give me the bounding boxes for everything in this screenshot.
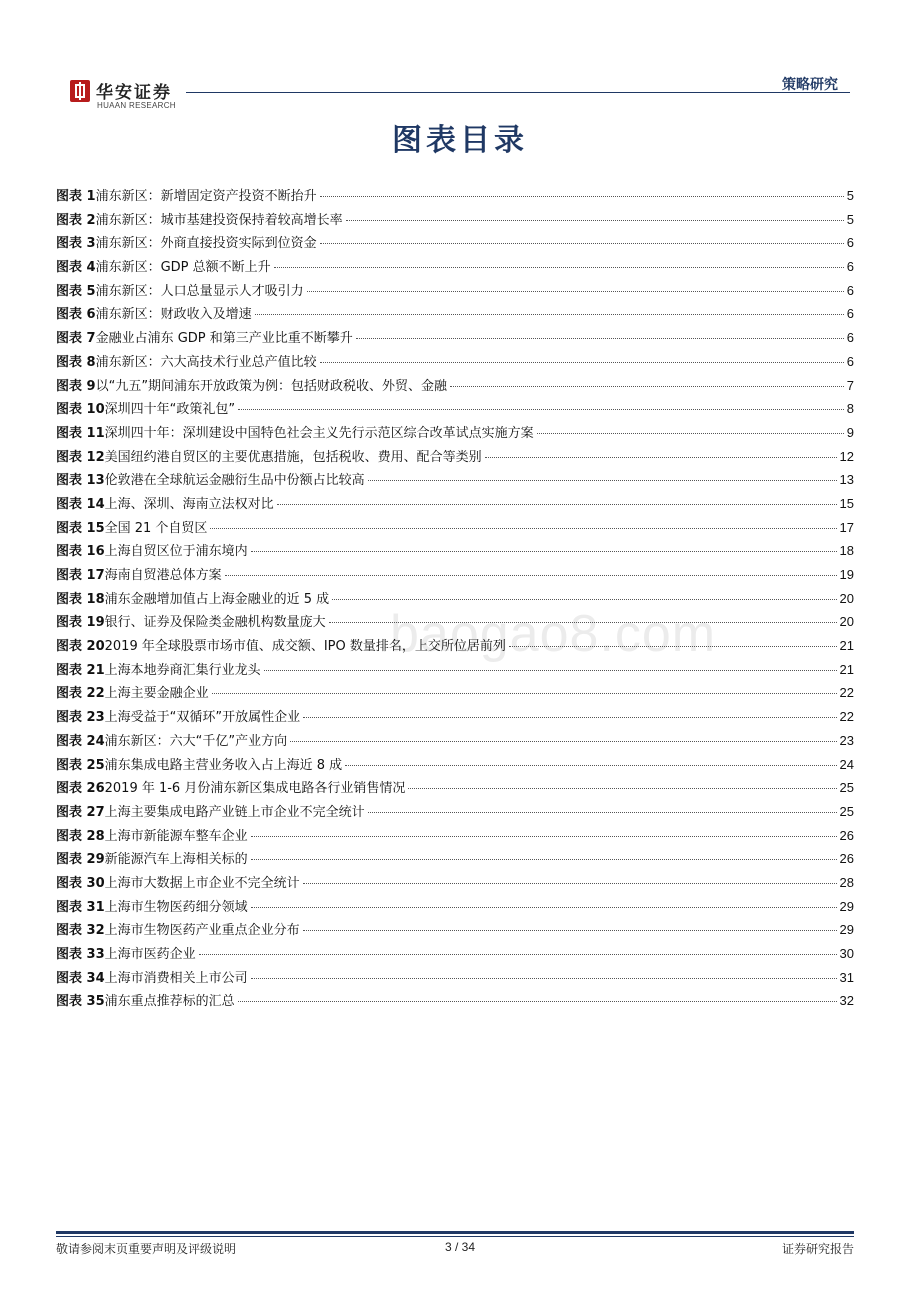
toc-entry-title: 上海市新能源车整车企业 — [104, 828, 248, 844]
toc-entry-label: 图表 26 — [56, 781, 105, 797]
toc-dot-leader — [509, 646, 837, 647]
toc-entry-label: 图表 16 — [56, 544, 105, 560]
toc-entry-label: 图表 33 — [56, 947, 105, 962]
page-title: 图表目录 — [392, 123, 528, 158]
logo-english-name: HUAAN RESEARCH — [97, 101, 176, 110]
toc-dot-leader — [251, 907, 837, 908]
toc-dot-leader — [264, 670, 837, 671]
huaan-logo-icon — [70, 80, 90, 102]
toc-dot-leader — [307, 291, 844, 292]
toc-entry-page: 24 — [839, 756, 854, 772]
footer-divider — [56, 1231, 854, 1234]
section-label: 策略研究 — [782, 77, 838, 93]
toc-entry-page: 25 — [839, 803, 854, 819]
toc-entry-label: 图表 27 — [56, 804, 105, 820]
toc-entry-label: 图表 17 — [56, 568, 105, 583]
toc-dot-leader — [212, 693, 837, 694]
toc-entry-title: 浦东新区：GDP 总额不断上升 — [95, 260, 271, 276]
toc-entry-page: 12 — [839, 448, 854, 464]
toc-entry[interactable] — [56, 825, 854, 849]
toc-entry-label: 图表 19 — [56, 615, 105, 631]
toc-entry-label: 图表 5 — [56, 283, 96, 299]
toc-entry-title: 上海自贸区位于浦东境内 — [104, 544, 248, 560]
toc-entry[interactable] — [56, 375, 854, 399]
toc-entry[interactable] — [56, 990, 854, 1014]
toc-dot-leader — [225, 575, 837, 576]
toc-entry-page: 20 — [839, 614, 854, 630]
toc-entry-title: 上海市大数据上市企业不完全统计 — [104, 875, 300, 891]
toc-entry-title: 金融业占浦东 GDP 和第三产业比重不断攀升 — [95, 331, 353, 347]
toc-entry-label: 图表 23 — [56, 710, 105, 726]
toc-entry-title: 美国纽约港自贸区的主要优惠措施，包括税收、费用、配合等类别 — [104, 449, 482, 465]
toc-dot-leader — [303, 717, 836, 718]
toc-entry-page: 23 — [839, 732, 854, 748]
toc-entry[interactable] — [56, 682, 854, 706]
toc-dot-leader — [303, 930, 837, 931]
toc-entry-page: 6 — [846, 330, 854, 346]
toc-dot-leader — [303, 883, 837, 884]
toc-entry-page: 29 — [839, 898, 854, 914]
toc-entry-title: 上海市生物医药产业重点企业分布 — [104, 923, 300, 939]
toc-entry-title: 浦东集成电路主营业务收入占上海近 8 成 — [104, 757, 343, 773]
toc-entry-title: 浦东重点推荐标的汇总 — [104, 994, 235, 1010]
toc-entry-title: 上海本地券商汇集行业龙头 — [104, 662, 261, 678]
toc-entry[interactable] — [56, 351, 854, 375]
toc-entry-page: 6 — [846, 259, 854, 275]
header-divider — [186, 92, 850, 93]
toc-dot-leader — [329, 622, 837, 623]
toc-entry-page: 18 — [839, 543, 854, 559]
toc-entry[interactable] — [56, 706, 854, 730]
toc-entry[interactable] — [56, 588, 854, 612]
toc-dot-leader — [238, 1001, 837, 1002]
toc-dot-leader — [320, 243, 844, 244]
toc-entry-label: 图表 2 — [56, 212, 96, 228]
toc-entry-page: 21 — [839, 638, 854, 654]
toc-entry-label: 图表 3 — [56, 236, 96, 252]
toc-entry-label: 图表 24 — [56, 733, 105, 749]
toc-entry[interactable] — [56, 967, 854, 991]
toc-entry-label: 图表 11 — [56, 425, 105, 441]
toc-dot-leader — [485, 457, 837, 458]
toc-entry-page: 17 — [839, 519, 854, 535]
toc-entry[interactable] — [56, 209, 854, 233]
toc-entry[interactable] — [56, 327, 854, 351]
toc-entry-title: 上海市消费相关上市公司 — [104, 970, 248, 986]
toc-entry-label: 图表 8 — [56, 354, 96, 370]
toc-entry-title: 2019 年 1-6 月份浦东新区集成电路各行业销售情况 — [104, 781, 406, 797]
toc-entry[interactable] — [56, 493, 854, 517]
toc-entry[interactable] — [56, 635, 854, 659]
toc-dot-leader — [368, 812, 837, 813]
toc-entry[interactable] — [56, 730, 854, 754]
toc-entry[interactable] — [56, 919, 854, 943]
watermark: baogao8.com — [390, 605, 717, 663]
toc-entry-title: 深圳四十年：深圳建设中国特色社会主义先行示范区综合改革试点实施方案 — [104, 425, 534, 441]
toc-dot-leader — [251, 978, 837, 979]
toc-entry-label: 图表 1 — [56, 189, 96, 204]
toc-entry-label: 图表 31 — [56, 899, 105, 915]
figure-list — [56, 185, 854, 1014]
toc-entry-title: 上海受益于“双循环”开放属性企业 — [104, 710, 301, 726]
toc-dot-leader — [320, 196, 844, 197]
toc-dot-leader — [210, 528, 836, 529]
toc-entry[interactable] — [56, 256, 854, 280]
toc-entry-page: 30 — [839, 946, 854, 961]
toc-entry[interactable] — [56, 446, 854, 470]
toc-dot-leader — [345, 765, 836, 766]
toc-dot-leader — [368, 480, 837, 481]
toc-entry-page: 13 — [839, 472, 854, 488]
toc-entry-label: 图表 12 — [56, 449, 105, 465]
toc-entry-page: 22 — [839, 685, 854, 701]
toc-dot-leader — [320, 362, 844, 363]
toc-dot-leader — [290, 741, 836, 742]
toc-entry-title: 上海主要金融企业 — [104, 686, 209, 702]
toc-entry-label: 图表 15 — [56, 520, 105, 536]
toc-entry-page: 28 — [839, 874, 854, 890]
toc-entry-title: 新能源汽车上海相关标的 — [104, 852, 248, 868]
toc-entry-label: 图表 7 — [56, 331, 96, 347]
footer-report-type: 证券研究报告 — [781, 1242, 854, 1256]
toc-entry-page: 29 — [839, 922, 854, 938]
toc-entry[interactable] — [56, 754, 854, 778]
toc-entry-label: 图表 9 — [56, 378, 96, 394]
toc-entry-title: 浦东新区：城市基建投资保持着较高增长率 — [95, 212, 343, 228]
toc-entry-label: 图表 34 — [56, 970, 105, 986]
toc-entry-label: 图表 21 — [56, 662, 105, 678]
toc-entry-title: 浦东新区：人口总量显示人才吸引力 — [95, 283, 304, 299]
toc-dot-leader — [238, 409, 844, 410]
toc-dot-leader — [346, 220, 844, 221]
page-number: 3 / 34 — [444, 1240, 476, 1254]
toc-entry-title: 浦东新区：六大高技术行业总产值比较 — [95, 354, 317, 370]
toc-entry-page: 6 — [846, 235, 854, 251]
toc-entry-label: 图表 14 — [56, 496, 105, 512]
toc-entry-title: 浦东新区：六大“千亿”产业方向 — [104, 733, 288, 749]
toc-entry-title: 浦东新区：新增固定资产投资不断抬升 — [95, 189, 317, 204]
logo-chinese-name: 华安证券 — [96, 83, 172, 103]
toc-entry[interactable] — [56, 564, 854, 588]
toc-entry-page: 7 — [846, 377, 854, 393]
toc-entry[interactable] — [56, 469, 854, 493]
toc-entry-title: 上海、深圳、海南立法权对比 — [104, 496, 274, 512]
toc-dot-leader — [251, 836, 837, 837]
toc-entry-label: 图表 10 — [56, 402, 105, 418]
toc-dot-leader — [274, 267, 844, 268]
toc-entry-page: 6 — [846, 306, 854, 322]
toc-entry-page: 26 — [839, 851, 854, 867]
toc-entry[interactable] — [56, 303, 854, 327]
toc-entry-label: 图表 13 — [56, 473, 105, 489]
toc-entry-page: 6 — [846, 353, 854, 369]
toc-entry-label: 图表 6 — [56, 307, 96, 323]
toc-entry-page: 31 — [839, 969, 854, 985]
toc-entry[interactable] — [56, 540, 854, 564]
footer-disclaimer: 敬请参阅末页重要声明及评级说明 — [56, 1242, 237, 1256]
toc-entry[interactable] — [56, 848, 854, 872]
toc-dot-leader — [251, 551, 837, 552]
toc-dot-leader — [251, 859, 837, 860]
toc-dot-leader — [408, 788, 836, 789]
toc-entry-page: 26 — [839, 827, 854, 843]
toc-entry[interactable] — [56, 517, 854, 541]
toc-entry-title: 上海市生物医药细分领域 — [104, 899, 248, 915]
toc-entry-page: 8 — [846, 401, 854, 417]
toc-entry-page: 22 — [839, 709, 854, 725]
toc-entry[interactable] — [56, 896, 854, 920]
toc-entry[interactable] — [56, 185, 854, 209]
toc-entry[interactable] — [56, 232, 854, 256]
toc-entry[interactable] — [56, 659, 854, 683]
toc-entry-label: 图表 28 — [56, 828, 105, 844]
toc-entry-page: 19 — [839, 567, 854, 582]
toc-entry-title: 银行、证券及保险类金融机构数量庞大 — [104, 615, 326, 631]
toc-entry-title: 全国 21 个自贸区 — [104, 520, 208, 536]
toc-entry-title: 浦东新区：外商直接投资实际到位资金 — [95, 236, 317, 252]
toc-entry[interactable] — [56, 398, 854, 422]
toc-entry-label: 图表 18 — [56, 591, 105, 607]
toc-entry-title: 上海市医药企业 — [104, 947, 196, 962]
toc-entry-label: 图表 29 — [56, 852, 105, 868]
toc-dot-leader — [450, 386, 844, 387]
toc-entry-title: 深圳四十年“政策礼包” — [104, 402, 236, 418]
toc-entry-title: 伦敦港在全球航运金融衍生品中份额占比较高 — [104, 473, 365, 489]
toc-dot-leader — [277, 504, 837, 505]
toc-entry-page: 15 — [839, 495, 854, 511]
toc-entry-page: 21 — [839, 661, 854, 677]
toc-entry-title: 浦东金融增加值占上海金融业的近 5 成 — [104, 591, 330, 607]
toc-entry-label: 图表 25 — [56, 757, 105, 773]
toc-entry-page: 32 — [839, 993, 854, 1009]
toc-entry-page: 6 — [846, 282, 854, 298]
toc-entry[interactable] — [56, 801, 854, 825]
toc-entry[interactable] — [56, 943, 854, 967]
toc-dot-leader — [199, 954, 837, 955]
footer-divider-thin — [56, 1236, 854, 1237]
toc-entry-page: 5 — [846, 188, 854, 203]
toc-dot-leader — [255, 314, 844, 315]
toc-entry[interactable] — [56, 422, 854, 446]
toc-entry-label: 图表 35 — [56, 994, 105, 1010]
toc-entry-title: 以“九五”期间浦东开放政策为例：包括财政税收、外贸、金融 — [95, 378, 448, 394]
toc-entry-page: 5 — [846, 211, 854, 227]
toc-entry[interactable] — [56, 611, 854, 635]
toc-entry-page: 20 — [839, 590, 854, 606]
toc-entry[interactable] — [56, 280, 854, 304]
toc-entry-title: 海南自贸港总体方案 — [104, 568, 222, 583]
toc-entry[interactable] — [56, 872, 854, 896]
toc-entry[interactable] — [56, 777, 854, 801]
toc-dot-leader — [332, 599, 836, 600]
toc-entry-label: 图表 20 — [56, 639, 105, 655]
toc-entry-label: 图表 30 — [56, 875, 105, 891]
toc-entry-label: 图表 32 — [56, 923, 105, 939]
toc-entry-title: 浦东新区：财政收入及增速 — [95, 307, 252, 323]
toc-dot-leader — [537, 433, 844, 434]
toc-entry-label: 图表 22 — [56, 686, 105, 702]
toc-entry-page: 9 — [846, 424, 854, 440]
toc-entry-page: 25 — [839, 780, 854, 796]
toc-entry-title: 上海主要集成电路产业链上市企业不完全统计 — [104, 804, 365, 820]
page-header — [0, 0, 920, 120]
toc-dot-leader — [356, 338, 844, 339]
toc-entry-title: 2019 年全球股票市场市值、成交额、IPO 数量排名，上交所位居前列 — [104, 639, 506, 655]
toc-entry-label: 图表 4 — [56, 260, 96, 276]
